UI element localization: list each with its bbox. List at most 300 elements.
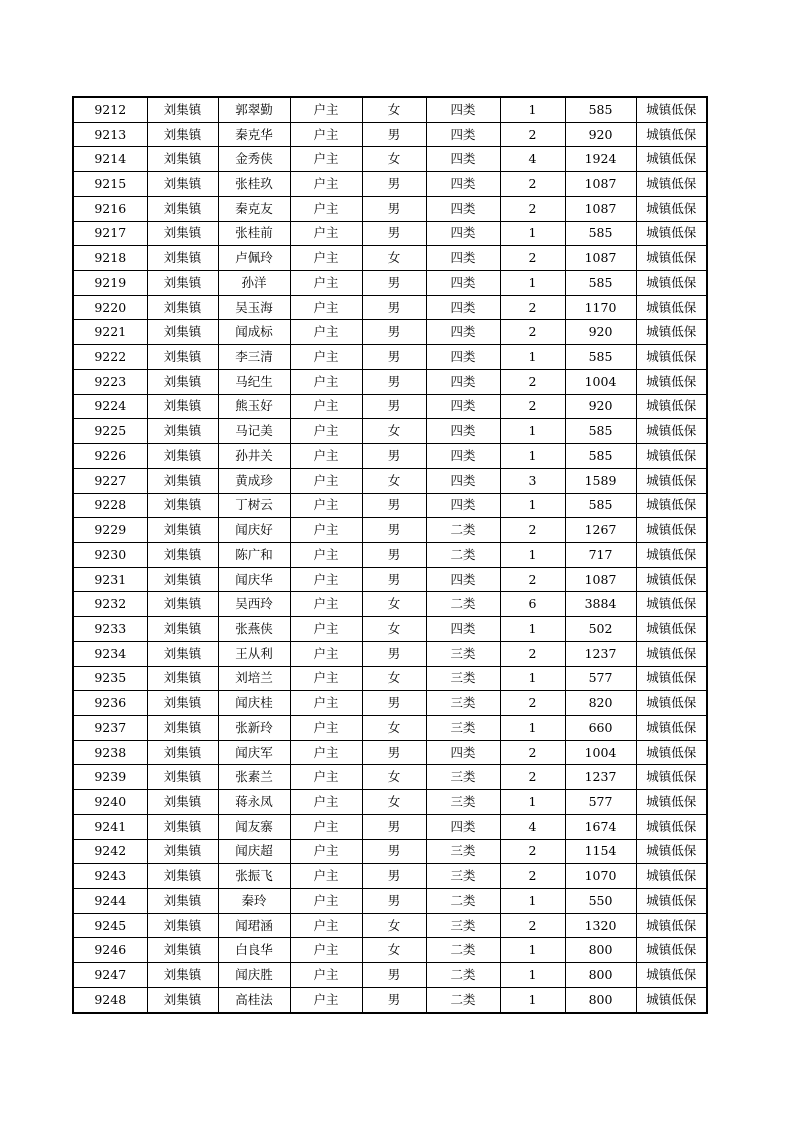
cell-amount: 585 bbox=[565, 444, 636, 469]
cell-assistance-type: 城镇低保 bbox=[636, 938, 707, 963]
cell-gender: 男 bbox=[362, 271, 426, 296]
cell-assistance-type: 城镇低保 bbox=[636, 246, 707, 271]
cell-amount: 550 bbox=[565, 889, 636, 914]
cell-category: 四类 bbox=[426, 122, 500, 147]
cell-household-size: 2 bbox=[500, 172, 565, 197]
table-row bbox=[73, 345, 707, 370]
cell-record-id: 9214 bbox=[73, 147, 147, 172]
cell-category: 三类 bbox=[426, 641, 500, 666]
cell-town: 刘集镇 bbox=[147, 913, 218, 938]
cell-amount: 1087 bbox=[565, 172, 636, 197]
cell-town: 刘集镇 bbox=[147, 345, 218, 370]
cell-amount: 1004 bbox=[565, 369, 636, 394]
cell-gender: 男 bbox=[362, 369, 426, 394]
cell-town: 刘集镇 bbox=[147, 493, 218, 518]
cell-gender: 男 bbox=[362, 196, 426, 221]
cell-relation: 户主 bbox=[290, 641, 362, 666]
cell-name: 闻庆华 bbox=[218, 567, 290, 592]
table-row bbox=[73, 122, 707, 147]
cell-relation: 户主 bbox=[290, 172, 362, 197]
cell-town: 刘集镇 bbox=[147, 542, 218, 567]
cell-relation: 户主 bbox=[290, 617, 362, 642]
cell-gender: 男 bbox=[362, 839, 426, 864]
cell-relation: 户主 bbox=[290, 320, 362, 345]
cell-town: 刘集镇 bbox=[147, 419, 218, 444]
cell-town: 刘集镇 bbox=[147, 740, 218, 765]
cell-name: 闻庆军 bbox=[218, 740, 290, 765]
cell-gender: 男 bbox=[362, 864, 426, 889]
cell-record-id: 9239 bbox=[73, 765, 147, 790]
cell-relation: 户主 bbox=[290, 345, 362, 370]
cell-town: 刘集镇 bbox=[147, 271, 218, 296]
cell-assistance-type: 城镇低保 bbox=[636, 666, 707, 691]
cell-amount: 1589 bbox=[565, 468, 636, 493]
cell-household-size: 2 bbox=[500, 839, 565, 864]
cell-name: 吴玉海 bbox=[218, 295, 290, 320]
cell-gender: 女 bbox=[362, 913, 426, 938]
table-row bbox=[73, 913, 707, 938]
cell-gender: 女 bbox=[362, 765, 426, 790]
cell-category: 四类 bbox=[426, 221, 500, 246]
table-row bbox=[73, 221, 707, 246]
cell-household-size: 1 bbox=[500, 715, 565, 740]
cell-relation: 户主 bbox=[290, 369, 362, 394]
cell-category: 四类 bbox=[426, 468, 500, 493]
cell-household-size: 1 bbox=[500, 419, 565, 444]
cell-amount: 660 bbox=[565, 715, 636, 740]
cell-gender: 女 bbox=[362, 715, 426, 740]
table-row bbox=[73, 196, 707, 221]
table-row bbox=[73, 715, 707, 740]
cell-gender: 男 bbox=[362, 221, 426, 246]
cell-household-size: 4 bbox=[500, 814, 565, 839]
cell-town: 刘集镇 bbox=[147, 864, 218, 889]
cell-name: 张燕侠 bbox=[218, 617, 290, 642]
cell-name: 张桂前 bbox=[218, 221, 290, 246]
cell-amount: 800 bbox=[565, 987, 636, 1012]
table-row bbox=[73, 147, 707, 172]
cell-amount: 800 bbox=[565, 963, 636, 988]
cell-category: 二类 bbox=[426, 542, 500, 567]
cell-household-size: 1 bbox=[500, 617, 565, 642]
cell-record-id: 9241 bbox=[73, 814, 147, 839]
cell-relation: 户主 bbox=[290, 567, 362, 592]
cell-assistance-type: 城镇低保 bbox=[636, 740, 707, 765]
cell-gender: 男 bbox=[362, 345, 426, 370]
cell-name: 闻庆好 bbox=[218, 518, 290, 543]
cell-category: 四类 bbox=[426, 567, 500, 592]
cell-town: 刘集镇 bbox=[147, 666, 218, 691]
cell-assistance-type: 城镇低保 bbox=[636, 814, 707, 839]
cell-category: 四类 bbox=[426, 394, 500, 419]
cell-amount: 1170 bbox=[565, 295, 636, 320]
cell-relation: 户主 bbox=[290, 987, 362, 1012]
cell-assistance-type: 城镇低保 bbox=[636, 493, 707, 518]
table-row bbox=[73, 790, 707, 815]
cell-category: 二类 bbox=[426, 987, 500, 1012]
cell-amount: 1087 bbox=[565, 196, 636, 221]
cell-name: 马记美 bbox=[218, 419, 290, 444]
cell-gender: 男 bbox=[362, 394, 426, 419]
cell-assistance-type: 城镇低保 bbox=[636, 147, 707, 172]
cell-assistance-type: 城镇低保 bbox=[636, 765, 707, 790]
cell-relation: 户主 bbox=[290, 715, 362, 740]
cell-relation: 户主 bbox=[290, 666, 362, 691]
cell-record-id: 9223 bbox=[73, 369, 147, 394]
cell-assistance-type: 城镇低保 bbox=[636, 122, 707, 147]
cell-amount: 585 bbox=[565, 97, 636, 122]
cell-record-id: 9240 bbox=[73, 790, 147, 815]
table-row bbox=[73, 518, 707, 543]
table-row bbox=[73, 889, 707, 914]
table-row bbox=[73, 592, 707, 617]
cell-household-size: 1 bbox=[500, 97, 565, 122]
table-row bbox=[73, 444, 707, 469]
cell-assistance-type: 城镇低保 bbox=[636, 889, 707, 914]
cell-household-size: 2 bbox=[500, 394, 565, 419]
cell-record-id: 9229 bbox=[73, 518, 147, 543]
cell-record-id: 9234 bbox=[73, 641, 147, 666]
cell-record-id: 9216 bbox=[73, 196, 147, 221]
table-row bbox=[73, 839, 707, 864]
cell-amount: 1237 bbox=[565, 641, 636, 666]
cell-household-size: 1 bbox=[500, 271, 565, 296]
cell-household-size: 1 bbox=[500, 444, 565, 469]
cell-category: 四类 bbox=[426, 295, 500, 320]
cell-record-id: 9232 bbox=[73, 592, 147, 617]
cell-household-size: 1 bbox=[500, 345, 565, 370]
cell-record-id: 9244 bbox=[73, 889, 147, 914]
cell-category: 三类 bbox=[426, 839, 500, 864]
cell-town: 刘集镇 bbox=[147, 790, 218, 815]
cell-relation: 户主 bbox=[290, 246, 362, 271]
cell-gender: 男 bbox=[362, 740, 426, 765]
cell-record-id: 9236 bbox=[73, 691, 147, 716]
cell-gender: 男 bbox=[362, 987, 426, 1012]
cell-name: 高桂法 bbox=[218, 987, 290, 1012]
cell-relation: 户主 bbox=[290, 889, 362, 914]
cell-name: 秦玲 bbox=[218, 889, 290, 914]
cell-record-id: 9215 bbox=[73, 172, 147, 197]
table-row bbox=[73, 271, 707, 296]
table-row bbox=[73, 666, 707, 691]
cell-gender: 男 bbox=[362, 567, 426, 592]
cell-town: 刘集镇 bbox=[147, 641, 218, 666]
cell-amount: 717 bbox=[565, 542, 636, 567]
cell-amount: 820 bbox=[565, 691, 636, 716]
cell-relation: 户主 bbox=[290, 196, 362, 221]
cell-town: 刘集镇 bbox=[147, 97, 218, 122]
cell-name: 陈广和 bbox=[218, 542, 290, 567]
cell-amount: 1087 bbox=[565, 567, 636, 592]
cell-assistance-type: 城镇低保 bbox=[636, 271, 707, 296]
cell-name: 张素兰 bbox=[218, 765, 290, 790]
cell-category: 二类 bbox=[426, 963, 500, 988]
roster-table-body bbox=[73, 97, 707, 1013]
table-row bbox=[73, 740, 707, 765]
cell-household-size: 2 bbox=[500, 567, 565, 592]
cell-record-id: 9230 bbox=[73, 542, 147, 567]
cell-name: 马纪生 bbox=[218, 369, 290, 394]
cell-town: 刘集镇 bbox=[147, 987, 218, 1012]
cell-name: 蒋永凤 bbox=[218, 790, 290, 815]
cell-record-id: 9227 bbox=[73, 468, 147, 493]
cell-relation: 户主 bbox=[290, 394, 362, 419]
cell-name: 闻成标 bbox=[218, 320, 290, 345]
cell-household-size: 2 bbox=[500, 320, 565, 345]
cell-relation: 户主 bbox=[290, 691, 362, 716]
table-row bbox=[73, 542, 707, 567]
cell-name: 闻珺涵 bbox=[218, 913, 290, 938]
cell-record-id: 9237 bbox=[73, 715, 147, 740]
cell-relation: 户主 bbox=[290, 221, 362, 246]
table-row bbox=[73, 172, 707, 197]
cell-category: 三类 bbox=[426, 666, 500, 691]
cell-amount: 800 bbox=[565, 938, 636, 963]
cell-town: 刘集镇 bbox=[147, 147, 218, 172]
cell-gender: 男 bbox=[362, 963, 426, 988]
cell-assistance-type: 城镇低保 bbox=[636, 542, 707, 567]
cell-town: 刘集镇 bbox=[147, 889, 218, 914]
cell-town: 刘集镇 bbox=[147, 592, 218, 617]
cell-gender: 男 bbox=[362, 814, 426, 839]
cell-town: 刘集镇 bbox=[147, 691, 218, 716]
cell-gender: 男 bbox=[362, 542, 426, 567]
cell-amount: 1087 bbox=[565, 246, 636, 271]
cell-amount: 920 bbox=[565, 320, 636, 345]
cell-category: 四类 bbox=[426, 196, 500, 221]
table-row bbox=[73, 493, 707, 518]
cell-household-size: 2 bbox=[500, 369, 565, 394]
cell-amount: 1924 bbox=[565, 147, 636, 172]
cell-relation: 户主 bbox=[290, 765, 362, 790]
table-row bbox=[73, 295, 707, 320]
cell-amount: 585 bbox=[565, 345, 636, 370]
cell-household-size: 1 bbox=[500, 493, 565, 518]
cell-record-id: 9225 bbox=[73, 419, 147, 444]
table-row bbox=[73, 419, 707, 444]
cell-gender: 男 bbox=[362, 320, 426, 345]
cell-name: 张振飞 bbox=[218, 864, 290, 889]
cell-relation: 户主 bbox=[290, 814, 362, 839]
cell-assistance-type: 城镇低保 bbox=[636, 97, 707, 122]
cell-relation: 户主 bbox=[290, 444, 362, 469]
cell-amount: 585 bbox=[565, 419, 636, 444]
cell-town: 刘集镇 bbox=[147, 122, 218, 147]
cell-relation: 户主 bbox=[290, 839, 362, 864]
cell-relation: 户主 bbox=[290, 790, 362, 815]
cell-record-id: 9220 bbox=[73, 295, 147, 320]
cell-name: 闻友寨 bbox=[218, 814, 290, 839]
cell-name: 王从利 bbox=[218, 641, 290, 666]
cell-relation: 户主 bbox=[290, 740, 362, 765]
cell-relation: 户主 bbox=[290, 542, 362, 567]
cell-name: 闻庆桂 bbox=[218, 691, 290, 716]
cell-assistance-type: 城镇低保 bbox=[636, 839, 707, 864]
cell-town: 刘集镇 bbox=[147, 172, 218, 197]
cell-record-id: 9233 bbox=[73, 617, 147, 642]
cell-assistance-type: 城镇低保 bbox=[636, 567, 707, 592]
cell-name: 丁树云 bbox=[218, 493, 290, 518]
cell-town: 刘集镇 bbox=[147, 394, 218, 419]
table-row bbox=[73, 963, 707, 988]
cell-household-size: 2 bbox=[500, 246, 565, 271]
cell-name: 卢佩玲 bbox=[218, 246, 290, 271]
cell-household-size: 2 bbox=[500, 641, 565, 666]
cell-relation: 户主 bbox=[290, 122, 362, 147]
cell-amount: 502 bbox=[565, 617, 636, 642]
cell-gender: 男 bbox=[362, 444, 426, 469]
table-row bbox=[73, 864, 707, 889]
cell-category: 三类 bbox=[426, 765, 500, 790]
cell-name: 白良华 bbox=[218, 938, 290, 963]
cell-amount: 920 bbox=[565, 122, 636, 147]
cell-gender: 男 bbox=[362, 889, 426, 914]
cell-name: 金秀侠 bbox=[218, 147, 290, 172]
cell-gender: 女 bbox=[362, 147, 426, 172]
cell-name: 秦克友 bbox=[218, 196, 290, 221]
cell-category: 四类 bbox=[426, 814, 500, 839]
cell-category: 三类 bbox=[426, 691, 500, 716]
cell-assistance-type: 城镇低保 bbox=[636, 320, 707, 345]
cell-assistance-type: 城镇低保 bbox=[636, 196, 707, 221]
cell-relation: 户主 bbox=[290, 147, 362, 172]
cell-category: 四类 bbox=[426, 320, 500, 345]
cell-gender: 女 bbox=[362, 617, 426, 642]
table-row bbox=[73, 814, 707, 839]
cell-category: 二类 bbox=[426, 938, 500, 963]
cell-category: 四类 bbox=[426, 493, 500, 518]
table-row bbox=[73, 97, 707, 122]
cell-gender: 男 bbox=[362, 295, 426, 320]
table-row bbox=[73, 641, 707, 666]
cell-category: 二类 bbox=[426, 592, 500, 617]
cell-name: 张新玲 bbox=[218, 715, 290, 740]
cell-town: 刘集镇 bbox=[147, 320, 218, 345]
cell-household-size: 4 bbox=[500, 147, 565, 172]
cell-name: 郭翠勤 bbox=[218, 97, 290, 122]
cell-record-id: 9221 bbox=[73, 320, 147, 345]
cell-record-id: 9218 bbox=[73, 246, 147, 271]
cell-town: 刘集镇 bbox=[147, 814, 218, 839]
cell-town: 刘集镇 bbox=[147, 246, 218, 271]
cell-record-id: 9212 bbox=[73, 97, 147, 122]
table-row bbox=[73, 567, 707, 592]
cell-relation: 户主 bbox=[290, 493, 362, 518]
table-row bbox=[73, 246, 707, 271]
cell-record-id: 9213 bbox=[73, 122, 147, 147]
cell-name: 张桂玖 bbox=[218, 172, 290, 197]
cell-name: 黄成珍 bbox=[218, 468, 290, 493]
cell-household-size: 1 bbox=[500, 938, 565, 963]
cell-gender: 女 bbox=[362, 97, 426, 122]
cell-assistance-type: 城镇低保 bbox=[636, 345, 707, 370]
cell-relation: 户主 bbox=[290, 963, 362, 988]
cell-amount: 1070 bbox=[565, 864, 636, 889]
cell-household-size: 1 bbox=[500, 542, 565, 567]
cell-gender: 男 bbox=[362, 122, 426, 147]
cell-name: 孙洋 bbox=[218, 271, 290, 296]
cell-assistance-type: 城镇低保 bbox=[636, 790, 707, 815]
cell-household-size: 6 bbox=[500, 592, 565, 617]
cell-category: 四类 bbox=[426, 740, 500, 765]
cell-category: 三类 bbox=[426, 913, 500, 938]
cell-town: 刘集镇 bbox=[147, 444, 218, 469]
cell-category: 四类 bbox=[426, 271, 500, 296]
cell-household-size: 3 bbox=[500, 468, 565, 493]
cell-town: 刘集镇 bbox=[147, 567, 218, 592]
cell-record-id: 9228 bbox=[73, 493, 147, 518]
cell-name: 闻庆超 bbox=[218, 839, 290, 864]
cell-gender: 女 bbox=[362, 419, 426, 444]
cell-gender: 男 bbox=[362, 641, 426, 666]
cell-record-id: 9235 bbox=[73, 666, 147, 691]
cell-category: 四类 bbox=[426, 172, 500, 197]
cell-name: 熊玉好 bbox=[218, 394, 290, 419]
cell-assistance-type: 城镇低保 bbox=[636, 394, 707, 419]
table-row bbox=[73, 394, 707, 419]
cell-relation: 户主 bbox=[290, 592, 362, 617]
cell-town: 刘集镇 bbox=[147, 839, 218, 864]
cell-relation: 户主 bbox=[290, 864, 362, 889]
cell-amount: 3884 bbox=[565, 592, 636, 617]
cell-gender: 男 bbox=[362, 691, 426, 716]
cell-amount: 585 bbox=[565, 221, 636, 246]
cell-assistance-type: 城镇低保 bbox=[636, 444, 707, 469]
cell-town: 刘集镇 bbox=[147, 221, 218, 246]
cell-name: 孙井关 bbox=[218, 444, 290, 469]
table-row bbox=[73, 691, 707, 716]
cell-household-size: 2 bbox=[500, 864, 565, 889]
cell-assistance-type: 城镇低保 bbox=[636, 691, 707, 716]
cell-assistance-type: 城镇低保 bbox=[636, 987, 707, 1012]
table-row bbox=[73, 938, 707, 963]
cell-town: 刘集镇 bbox=[147, 617, 218, 642]
cell-household-size: 1 bbox=[500, 889, 565, 914]
cell-category: 四类 bbox=[426, 419, 500, 444]
cell-relation: 户主 bbox=[290, 913, 362, 938]
cell-record-id: 9248 bbox=[73, 987, 147, 1012]
cell-record-id: 9222 bbox=[73, 345, 147, 370]
cell-town: 刘集镇 bbox=[147, 369, 218, 394]
cell-relation: 户主 bbox=[290, 271, 362, 296]
cell-category: 三类 bbox=[426, 864, 500, 889]
cell-record-id: 9219 bbox=[73, 271, 147, 296]
roster-table bbox=[72, 96, 708, 1014]
cell-amount: 1154 bbox=[565, 839, 636, 864]
cell-assistance-type: 城镇低保 bbox=[636, 369, 707, 394]
cell-town: 刘集镇 bbox=[147, 715, 218, 740]
cell-household-size: 2 bbox=[500, 691, 565, 716]
cell-record-id: 9242 bbox=[73, 839, 147, 864]
cell-name: 吴西玲 bbox=[218, 592, 290, 617]
cell-name: 秦克华 bbox=[218, 122, 290, 147]
cell-town: 刘集镇 bbox=[147, 963, 218, 988]
cell-household-size: 2 bbox=[500, 196, 565, 221]
cell-town: 刘集镇 bbox=[147, 196, 218, 221]
cell-gender: 女 bbox=[362, 246, 426, 271]
cell-category: 二类 bbox=[426, 889, 500, 914]
cell-amount: 920 bbox=[565, 394, 636, 419]
cell-record-id: 9243 bbox=[73, 864, 147, 889]
cell-gender: 男 bbox=[362, 172, 426, 197]
cell-name: 李三清 bbox=[218, 345, 290, 370]
cell-town: 刘集镇 bbox=[147, 518, 218, 543]
cell-assistance-type: 城镇低保 bbox=[636, 617, 707, 642]
cell-record-id: 9238 bbox=[73, 740, 147, 765]
cell-relation: 户主 bbox=[290, 97, 362, 122]
cell-town: 刘集镇 bbox=[147, 468, 218, 493]
